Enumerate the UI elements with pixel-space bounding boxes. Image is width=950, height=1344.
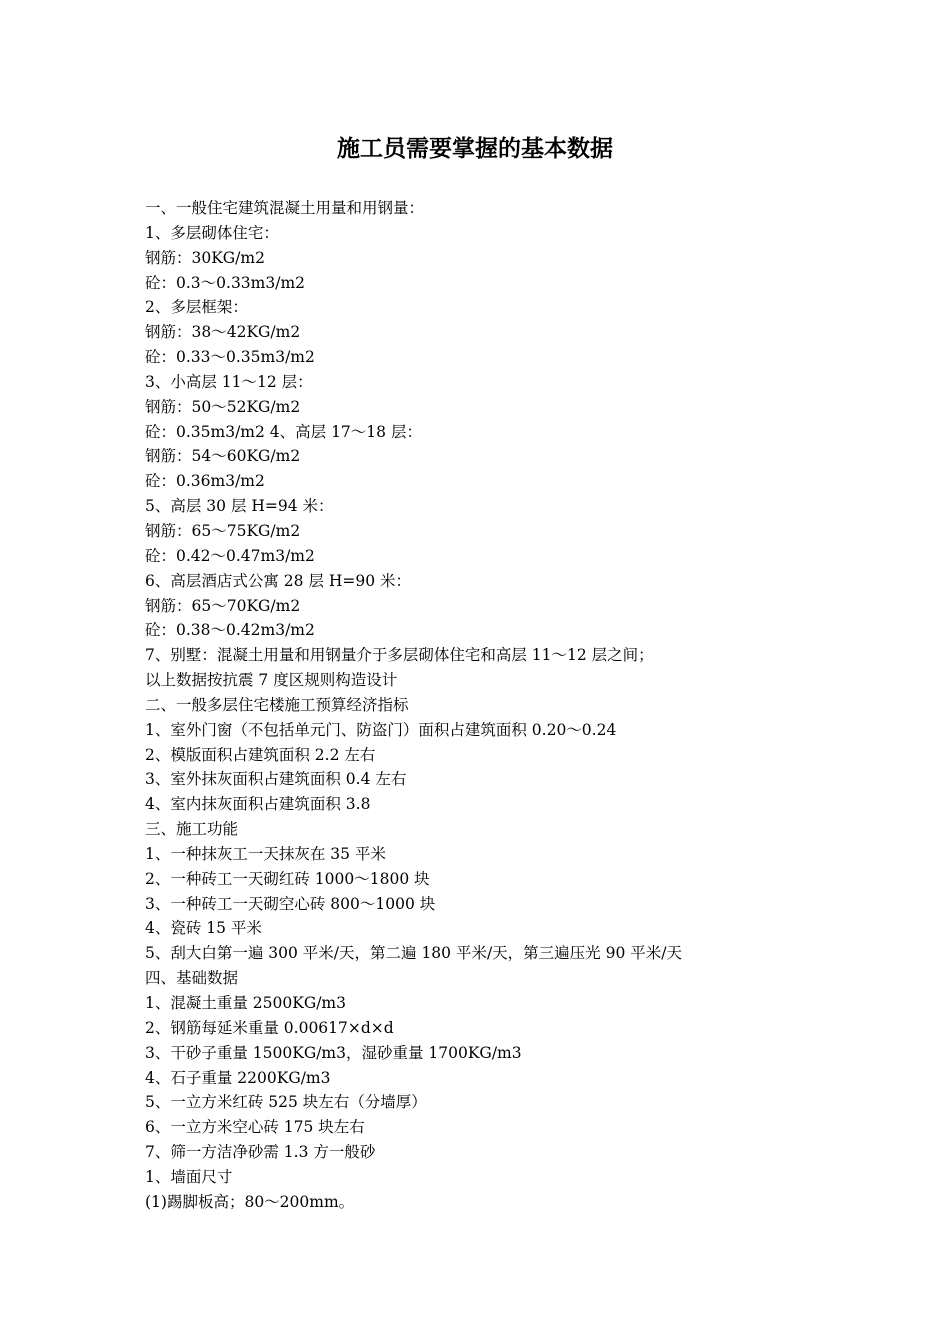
- text-line: 5、一立方米红砖 525 块左右（分墙厚）: [145, 1093, 427, 1112]
- text-line: 1、多层砌体住宅：: [145, 223, 279, 242]
- text-line: 5、高层 30 层 H=94 米：: [145, 497, 334, 516]
- text-line: 4、瓷砖 15 平米: [145, 919, 262, 938]
- text-line: 1、混凝土重量 2500KG/m3: [145, 994, 346, 1012]
- text-line: 5、刮大白第一遍 300 平米/天，第二遍 180 平米/天，第三遍压光 90 平米/天: [145, 944, 682, 963]
- text-line: 砼：0.38～0.42m3/m2: [145, 621, 315, 640]
- text-line: 钢筋：50～52KG/m2: [145, 397, 301, 416]
- document-body: [145, 196, 845, 1215]
- text-line: 钢筋：65～75KG/m2: [145, 521, 301, 540]
- text-line: 6、高层酒店式公寓 28 层 H=90 米：: [145, 571, 412, 590]
- text-line: 2、多层框架：: [145, 298, 248, 317]
- text-line: 砼：0.3～0.33m3/m2: [145, 273, 306, 292]
- text-line: 7、别墅：混凝土用量和用钢量介于多层砌体住宅和高层 11～12 层之间；: [145, 646, 654, 665]
- text-line: 1、室外门窗（不包括单元门、防盗门）面积占建筑面积 0.20～0.24: [145, 720, 617, 739]
- text-line: 一、一般住宅建筑混凝土用量和用钢量：: [145, 199, 425, 217]
- text-line: 1、一种抹灰工一天抹灰在 35 平米: [145, 844, 386, 863]
- text-line: 四、基础数据: [145, 969, 239, 988]
- text-line: 砼：0.35m3/m2 4、高层 17～18 层：: [145, 422, 422, 441]
- document-title: 施工员需要掌握的基本数据: [337, 136, 613, 162]
- text-line: 砼：0.33～0.35m3/m2: [145, 348, 315, 367]
- text-line: 钢筋：54～60KG/m2: [145, 447, 301, 466]
- text-line: 4、石子重量 2200KG/m3: [145, 1068, 331, 1087]
- text-line: 砼：0.42～0.47m3/m2: [145, 546, 315, 565]
- text-line: 2、一种砖工一天砌红砖 1000～1800 块: [145, 869, 430, 888]
- text-line: 钢筋：30KG/m2: [145, 248, 265, 267]
- text-line: 3、一种砖工一天砌空心砖 800～1000 块: [145, 894, 436, 913]
- text-line: 6、一立方米空心砖 175 块左右: [145, 1118, 365, 1137]
- text-line: 三、施工功能: [145, 820, 239, 839]
- text-line: 1、墙面尺寸: [145, 1167, 233, 1186]
- text-line: 3、干砂子重量 1500KG/m3，湿砂重量 1700KG/m3: [145, 1043, 522, 1062]
- text-line: 4、室内抹灰面积占建筑面积 3.8: [145, 795, 371, 814]
- text-line: 砼：0.36m3/m2: [145, 472, 265, 491]
- text-line: 2、钢筋每延米重量 0.00617×d×d: [145, 1018, 394, 1037]
- text-line: 钢筋：65～70KG/m2: [145, 596, 301, 615]
- text-line: 3、小高层 11～12 层：: [145, 372, 313, 391]
- text-line: 以上数据按抗震 7 度区规则构造设计: [145, 671, 398, 690]
- text-line: 2、模版面积占建筑面积 2.2 左右: [145, 745, 376, 764]
- text-line: 3、室外抹灰面积占建筑面积 0.4 左右: [145, 770, 407, 789]
- text-line: (1)踢脚板高；80～200mm。: [145, 1192, 355, 1211]
- text-line: 7、筛一方洁净砂需 1.3 方一般砂: [145, 1143, 376, 1162]
- text-line: 二、一般多层住宅楼施工预算经济指标: [145, 695, 409, 714]
- text-line: 钢筋：38～42KG/m2: [145, 323, 301, 342]
